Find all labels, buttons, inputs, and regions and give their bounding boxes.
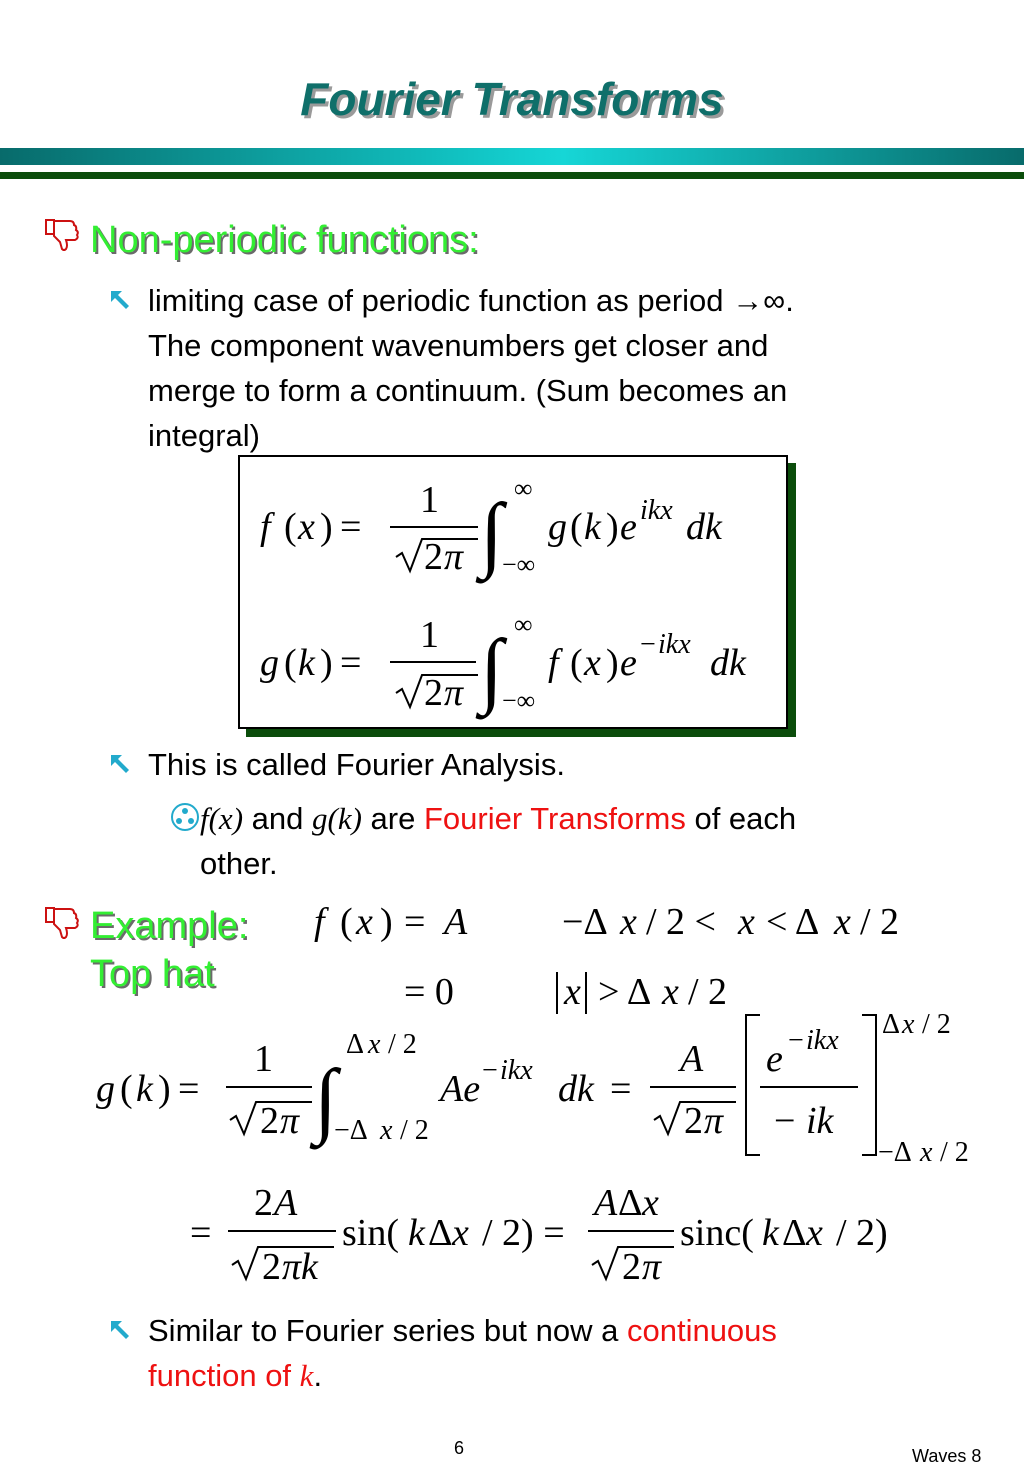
svg-text:2: 2: [254, 1182, 273, 1224]
svg-text:−Δ: −Δ: [562, 901, 608, 943]
svg-text:g: g: [548, 506, 567, 548]
bullet-line: integral): [148, 418, 260, 453]
slide-title: Fourier Transforms: [300, 73, 724, 125]
svg-text:A: A: [274, 1182, 298, 1224]
svg-text:∫: ∫: [480, 487, 504, 580]
bullet-fourier-analysis: This is called Fourier Analysis.: [148, 747, 565, 782]
title-gradient-bar: [0, 148, 1024, 165]
svg-text:=: =: [404, 901, 426, 943]
svg-text:−: −: [788, 1025, 804, 1056]
svg-text:g: g: [260, 642, 279, 684]
svg-text:∞: ∞: [514, 610, 533, 639]
svg-text:(: (: [570, 642, 583, 684]
svg-text:Δ: Δ: [782, 1212, 807, 1254]
fourier-transforms-highlight: Fourier Transforms: [423, 801, 686, 836]
svg-text:k: k: [298, 642, 315, 684]
svg-text:Δ: Δ: [882, 1009, 901, 1040]
svg-text:x: x: [564, 971, 581, 1013]
svg-text:−: −: [640, 629, 656, 660]
svg-text:2: 2: [260, 1100, 279, 1142]
svg-text:x: x: [902, 1009, 915, 1040]
svg-text:k: k: [762, 1212, 779, 1254]
period-text: .: [313, 1358, 323, 1393]
svg-text:): ): [320, 642, 333, 684]
svg-text:x: x: [368, 1029, 381, 1060]
svg-text:f: f: [314, 901, 325, 943]
page-number: 6: [454, 1438, 465, 1458]
svg-text:/ 2: / 2: [860, 901, 900, 943]
svg-text:f: f: [548, 642, 559, 684]
bullet-line1: [148, 1308, 978, 1353]
svg-text:1: 1: [420, 614, 439, 656]
section-heading-example: [90, 902, 248, 998]
svg-text:x: x: [920, 1137, 933, 1168]
are-text: are: [370, 801, 416, 836]
thumbs-down-icon: [42, 212, 82, 252]
svg-text:): ): [380, 901, 393, 943]
svg-text:x: x: [380, 1115, 393, 1146]
svg-text:2: 2: [424, 536, 443, 578]
svg-text:π: π: [642, 1246, 662, 1288]
svg-text:ikx: ikx: [658, 629, 691, 660]
sub-bullet-line2: other.: [200, 846, 278, 881]
svg-text:x: x: [584, 642, 601, 684]
example-heading-line1: Example:: [90, 905, 249, 947]
svg-text:f: f: [260, 506, 271, 548]
sinc-result-equation: [190, 1175, 920, 1295]
svg-text:x: x: [298, 506, 315, 548]
svg-text:dk: dk: [558, 1068, 594, 1110]
svg-text:2: 2: [622, 1246, 641, 1288]
svg-text:−: −: [482, 1055, 498, 1086]
svg-text:1: 1: [254, 1038, 273, 1080]
svg-text:πk: πk: [282, 1246, 318, 1288]
svg-text:A: A: [680, 1038, 704, 1080]
example-heading-line2: Top hat: [90, 953, 215, 995]
svg-text:ik: ik: [806, 1100, 834, 1142]
arrow-up-left-icon: [108, 288, 132, 312]
sub-bullet-line1: [200, 796, 990, 841]
svg-text:1: 1: [420, 479, 439, 521]
svg-text:=: =: [178, 1068, 200, 1110]
footer-course-label: Waves 8: [912, 1446, 982, 1466]
svg-text:A: A: [444, 901, 468, 943]
molecule-bullet-icon: [170, 802, 200, 832]
bullet-line: merge to form a continuum. (Sum becomes an: [148, 373, 788, 408]
svg-text:dk: dk: [710, 642, 746, 684]
svg-text:∫: ∫: [480, 623, 504, 716]
of-each-text: of each: [694, 801, 797, 836]
svg-text:2: 2: [424, 672, 443, 714]
section-heading-nonperiodic: Non-periodic functions:: [90, 219, 479, 261]
svg-text:π: π: [280, 1100, 300, 1142]
svg-text:=: =: [610, 1068, 632, 1110]
svg-text:2: 2: [684, 1100, 703, 1142]
svg-text:): ): [606, 506, 619, 548]
svg-text:x: x: [738, 901, 755, 943]
svg-text:=: =: [340, 506, 362, 548]
svg-text:x: x: [834, 901, 851, 943]
arrow-up-left-icon: [108, 752, 132, 776]
svg-text:/ 2: / 2: [388, 1029, 417, 1060]
svg-text:k: k: [408, 1212, 425, 1254]
svg-text:/ 2: / 2: [922, 1009, 951, 1040]
arrow-up-left-icon: [108, 1318, 132, 1342]
svg-text:x: x: [642, 1182, 659, 1224]
svg-text:(: (: [120, 1068, 133, 1110]
svg-text:Δ: Δ: [618, 1182, 643, 1224]
svg-text:=: =: [340, 642, 362, 684]
svg-text:2: 2: [262, 1246, 281, 1288]
svg-text:π: π: [444, 536, 464, 578]
svg-text:e: e: [766, 1038, 783, 1080]
svg-text:/ 2): / 2): [836, 1212, 888, 1254]
svg-text:Δ: Δ: [346, 1029, 365, 1060]
svg-text:x: x: [806, 1212, 823, 1254]
svg-text:(: (: [284, 506, 297, 548]
svg-text:g: g: [96, 1068, 115, 1110]
svg-text:−: −: [774, 1100, 796, 1142]
svg-text:): ): [158, 1068, 171, 1110]
thumbs-down-icon: [42, 900, 82, 940]
svg-text:−Δ: −Δ: [334, 1115, 368, 1146]
svg-text:sin(: sin(: [342, 1212, 399, 1254]
svg-text:k: k: [136, 1068, 153, 1110]
svg-text:> Δ: > Δ: [598, 971, 652, 1013]
bullet-line: The component wavenumbers get closer and: [148, 328, 769, 363]
svg-text:/ 2: / 2: [400, 1115, 429, 1146]
svg-text:/ 2) =: / 2) =: [482, 1212, 565, 1254]
svg-text:dk: dk: [686, 506, 722, 548]
fx-symbol: f(x): [200, 801, 244, 836]
svg-text:−Δ: −Δ: [878, 1137, 912, 1168]
k-symbol: k: [299, 1358, 314, 1393]
svg-text:e: e: [620, 506, 637, 548]
bullet-line: limiting case of periodic function as period →∞.: [148, 283, 794, 318]
svg-text:Ae: Ae: [440, 1068, 481, 1110]
svg-text:−∞: −∞: [502, 686, 536, 715]
svg-text:k: k: [584, 506, 601, 548]
and-text: and: [251, 801, 304, 836]
svg-text:∫: ∫: [314, 1053, 338, 1146]
svg-text:ikx: ikx: [806, 1025, 839, 1056]
function-of-highlight: function of: [148, 1358, 292, 1393]
svg-text:x: x: [452, 1212, 469, 1254]
sub-bullet-fourier-transforms: [200, 796, 990, 886]
svg-text:= 0: = 0: [404, 971, 454, 1013]
svg-text:π: π: [444, 672, 464, 714]
svg-text:(: (: [340, 901, 353, 943]
svg-text:−∞: −∞: [502, 550, 536, 579]
top-hat-transform-equation: [90, 1005, 1000, 1175]
svg-text:∞: ∞: [514, 474, 533, 503]
bullet-limiting-case: [148, 278, 978, 458]
bullet-line2: [148, 1353, 978, 1398]
svg-text:< Δ: < Δ: [766, 901, 820, 943]
svg-text:ikx: ikx: [500, 1055, 533, 1086]
fourier-equations: [240, 457, 786, 727]
svg-text:Δ: Δ: [428, 1212, 453, 1254]
bullet-continuous-function: [148, 1308, 978, 1398]
fourier-transform-equation-box: [238, 455, 788, 729]
svg-text:(: (: [570, 506, 583, 548]
title-underline-bar: [0, 172, 1024, 179]
svg-text:ikx: ikx: [640, 495, 673, 526]
gk-symbol: g(k): [312, 801, 362, 836]
svg-text:e: e: [620, 642, 637, 684]
svg-text:): ): [320, 506, 333, 548]
svg-text:π: π: [704, 1100, 724, 1142]
svg-text:/ 2: / 2: [940, 1137, 969, 1168]
svg-text:/ 2 <: / 2 <: [646, 901, 716, 943]
svg-text:x: x: [356, 901, 373, 943]
svg-text:/ 2: / 2: [688, 971, 728, 1013]
continuous-highlight: continuous: [626, 1313, 777, 1348]
similar-text: Similar to Fourier series but now a: [148, 1313, 619, 1348]
svg-text:): ): [606, 642, 619, 684]
svg-text:=: =: [190, 1212, 212, 1254]
svg-text:(: (: [284, 642, 297, 684]
svg-text:sinc(: sinc(: [680, 1212, 754, 1254]
svg-text:A: A: [594, 1182, 618, 1224]
svg-text:x: x: [620, 901, 637, 943]
svg-text:x: x: [662, 971, 679, 1013]
